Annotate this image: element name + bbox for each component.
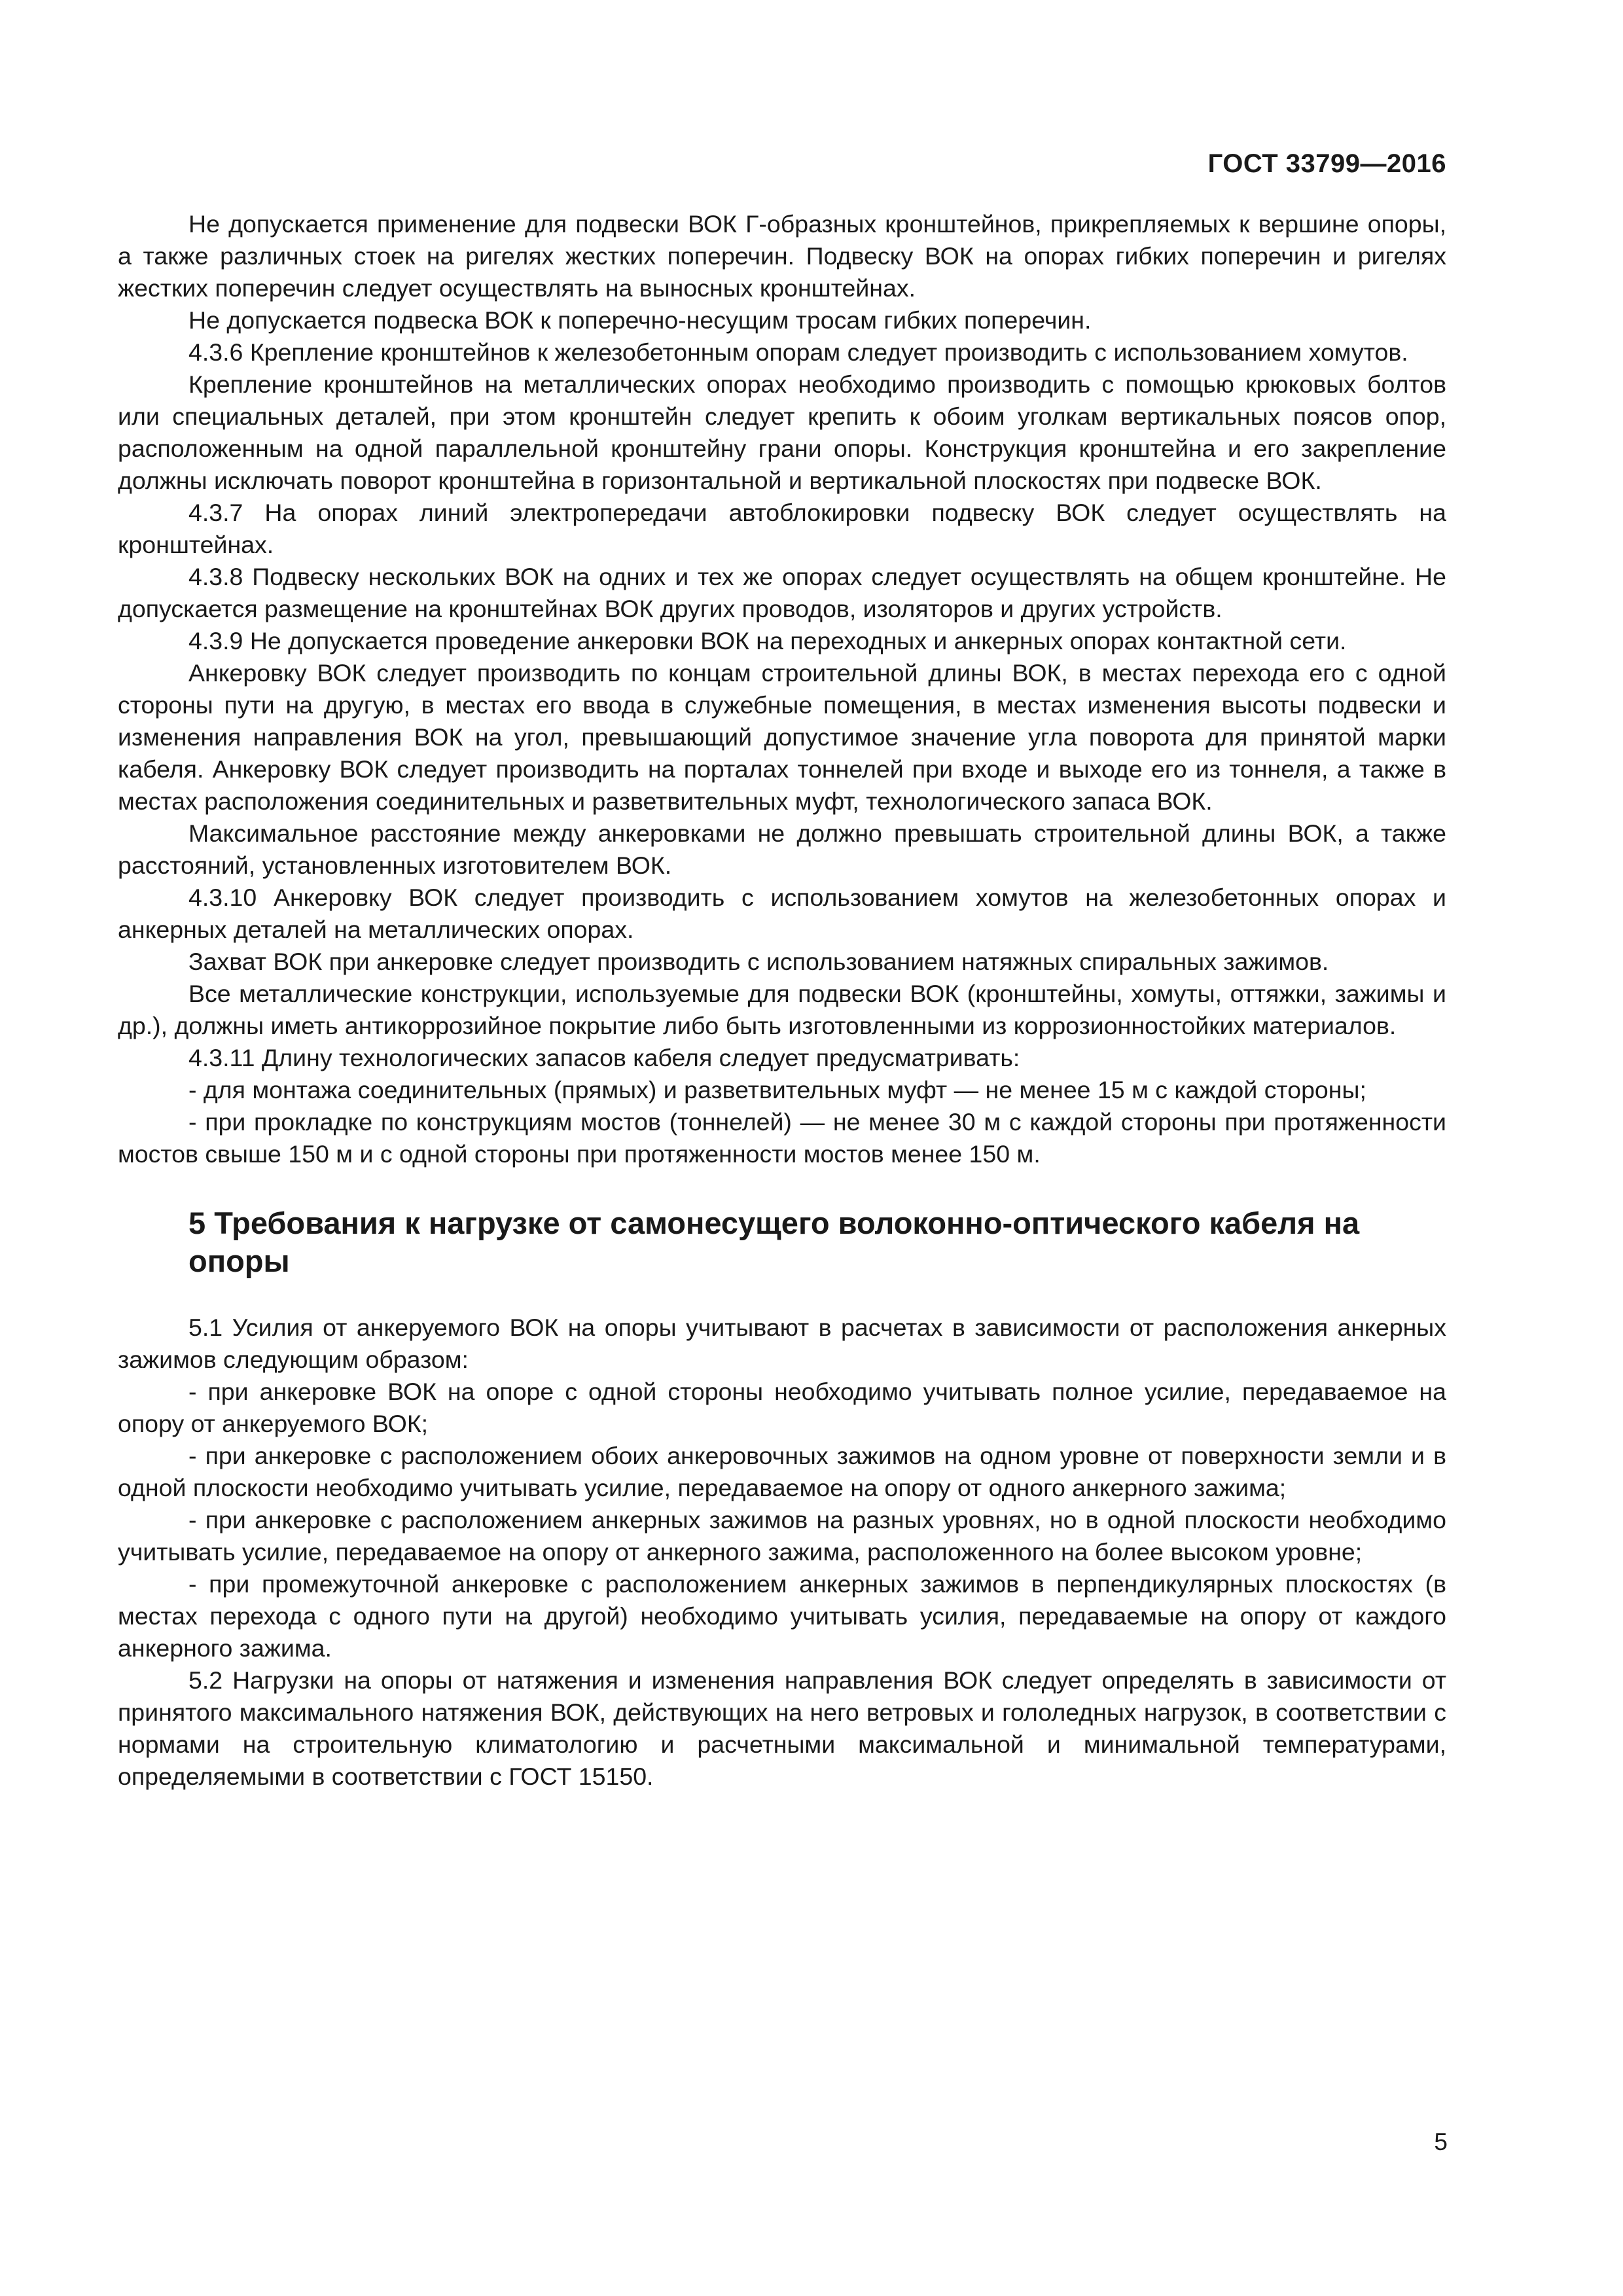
document-body xyxy=(118,208,1446,1793)
paragraph: Максимальное расстояние между анкеровками не должно превышать строительной длины ВОК, а также расстояний, установленных изготовителем ВОК. xyxy=(118,819,1446,879)
paragraph: 4.3.10 Анкеровку ВОК следует производить с использованием хомутов на железобетонных опорах и анкерных деталей на металлических опорах. xyxy=(118,884,1446,943)
paragraph: 4.3.9 Не допускается проведение анкеровки ВОК на переходных и анкерных опорах контактной сети. xyxy=(188,627,1347,655)
paragraph: 5.2 Нагрузки на опоры от натяжения и изменения направления ВОК следует определять в зависимости от принятого максимального натяжения ВОК, действующих на него ветровых и гололедных нагрузок, в соответствии с нормами на строительную климатологию и расчетными максимальной и минимальной температурами, определяемыми в соответствии с ГОСТ 15150. xyxy=(118,1666,1446,1790)
section-heading: 5 Требования к нагрузке от самонесущего волоконно-оптического кабеля на опоры xyxy=(188,1206,1360,1278)
list-item: - при анкеровке ВОК на опоре с одной стороны необходимо учитывать полное усилие, передаваемое на опору от анкеруемого ВОК; xyxy=(118,1378,1446,1437)
list-item: - при промежуточной анкеровке с расположением анкерных зажимов в перпендикулярных плоскостях (в местах перехода с одного пути на другой) необходимо учитывать усилия, передаваемые на опору от каждого анкерного зажима. xyxy=(118,1570,1446,1662)
document-id-header: ГОСТ 33799—2016 xyxy=(1207,149,1446,178)
list-item: - при анкеровке с расположением анкерных зажимов на разных уровнях, но в одной плоскости необходимо учитывать усилие, передаваемое на опору от анкерного зажима, расположенного на более высоком уровне; xyxy=(118,1506,1446,1566)
paragraph: Все металлические конструкции, используемые для подвески ВОК (кронштейны, хомуты, оттяжки, зажимы и др.), должны иметь антикоррозийное покрытие либо быть изготовленными из коррозионностойких материалов. xyxy=(118,980,1446,1039)
paragraph: Не допускается подвеска ВОК к поперечно-несущим тросам гибких поперечин. xyxy=(188,306,1092,334)
list-item: - для монтажа соединительных (прямых) и разветвительных муфт — не менее 15 м с каждой стороны; xyxy=(188,1076,1366,1103)
list-item: - при прокладке по конструкциям мостов (тоннелей) — не менее 30 м с каждой стороны при протяженности мостов свыше 150 м и с одной стороны при протяженности мостов менее 150 м. xyxy=(118,1108,1446,1168)
paragraph: 4.3.7 На опорах линий электропередачи автоблокировки подвеску ВОК следует осуществлять на кронштейнах. xyxy=(118,499,1446,558)
paragraph: 4.3.6 Крепление кронштейнов к железобетонным опорам следует производить с использованием хомутов. xyxy=(188,338,1408,366)
list-item: - при анкеровке с расположением обоих анкеровочных зажимов на одном уровне от поверхности земли и в одной плоскости необходимо учитывать усилие, передаваемое на опору от одного анкерного зажима; xyxy=(118,1442,1446,1501)
paragraph: Крепление кронштейнов на металлических опорах необходимо производить с помощью крюковых болтов или специальных деталей, при этом кронштейн следует крепить к обоим уголкам вертикальных поясов опор, расположенным на одной параллельной кронштейну грани опоры. Конструкция кронштейна и его закрепление должны исключать поворот кронштейна в горизонтальной и вертикальной плоскостях при подвеске ВОК. xyxy=(118,370,1446,494)
paragraph: Не допускается применение для подвески ВОК Г-образных кронштейнов, прикрепляемых к вершине опоры, а также различных стоек на ригелях жестких поперечин. Подвеску ВОК на опорах гибких поперечин и ригелях жестких поперечин следует осуществлять на выносных кронштейнах. xyxy=(118,210,1446,302)
paragraph: 5.1 Усилия от анкеруемого ВОК на опоры учитывают в расчетах в зависимости от расположения анкерных зажимов следующим образом: xyxy=(118,1314,1446,1373)
paragraph: 4.3.8 Подвеску нескольких ВОК на одних и тех же опорах следует осуществлять на общем кронштейне. Не допускается размещение на кронштейнах ВОК других проводов, изоляторов и других устройств. xyxy=(118,563,1446,622)
paragraph: Анкеровку ВОК следует производить по концам строительной длины ВОК, в местах перехода его с одной стороны пути на другую, в местах его ввода в служебные помещения, в местах изменения высоты подвески и изменения направления ВОК на угол, превышающий допустимое значение угла поворота для принятой марки кабеля. Анкеровку ВОК следует производить на порталах тоннелей при входе и выходе его из тоннеля, а также в местах расположения соединительных и разветвительных муфт, технологического запаса ВОК. xyxy=(118,659,1446,815)
paragraph: Захват ВОК при анкеровке следует производить с использованием натяжных спиральных зажимов. xyxy=(188,948,1329,975)
paragraph: 4.3.11 Длину технологических запасов кабеля следует предусматривать: xyxy=(188,1044,1020,1071)
page-number: 5 xyxy=(1434,2128,1448,2155)
